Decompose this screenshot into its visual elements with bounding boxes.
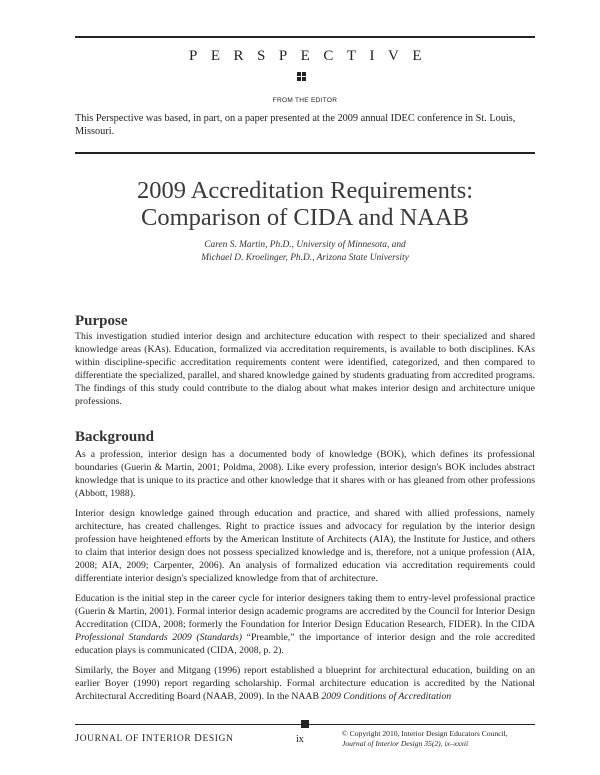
copyright-line-2: Journal of Interior Design 35(2), ix–xxxii <box>342 738 469 748</box>
article-title <box>75 177 535 231</box>
background-paragraph-1: As a profession, interior design has a documented body of knowledge (BOK), which defines its professional boundaries (Guerin & Martin, 2001; Poldma, 2008). Like every profession, interior design's BOK includes abstract knowledge that is unique to its practice and other knowledge that it shares with or has gleaned from other professions (Abbott, 1988). <box>75 449 535 499</box>
background-paragraph-3: Education is the initial step in the career cycle for interior designers taking them to entry-level professional practice (Guerin & Martin, 2001). Formal interior design academic programs are accredited by the Council for Interior Design Accreditation (CIDA, 2008; formerly the Foundation for Interior Design Education Research, FIDER). In the CIDA Professional Standards 2009 (Standards) “Preamble,” the importance of interior design and the role accredited education plays is communicated (CIDA, 2008, p. 2). <box>75 593 536 656</box>
page-number: ix <box>296 734 304 745</box>
header-rule <box>75 152 535 154</box>
quad-square-icon <box>297 72 306 81</box>
title-line-2: Comparison of CIDA and NAAB <box>140 204 469 231</box>
editor-note: This Perspective was based, in part, on a paper presented at the 2009 annual IDEC conference in St. Louis, Missouri. <box>75 113 516 137</box>
authors <box>75 239 535 265</box>
copyright-line-1: © Copyright 2010, Interior Design Educators Council, <box>342 729 508 738</box>
journal-name: JOURNAL OF INTERIOR DESIGN <box>75 733 234 744</box>
standards-title: Professional Standards 2009 (Standards) <box>75 631 243 643</box>
background-heading: Background <box>75 429 154 445</box>
purpose-paragraph: This investigation studied interior design and architecture education with respect to their specialized and shared knowledge areas (KAs). Education, formalized via accreditation requirements, is available to both disciplines. KAs within discipline-specific accreditation requirements content were identified, categorized, and then compared to differentiate the specialized, parallel, and shared knowledge gained by students graduating from accredited programs. The findings of this study could contribute to the dialog about what makes interior design and architecture unique professions. <box>75 331 535 407</box>
top-rule <box>75 36 535 38</box>
background-paragraph-4: Similarly, the Boyer and Mitgang (1996) report established a blueprint for architectural education, building on an earlier Boyer (1990) report regarding scholarship. Formal architecture education is accredited by the National Architectural Accrediting Board (NAAB, 2009). In the NAAB 2009 Conditions of Accreditation <box>75 665 535 702</box>
author-2: Michael D. Kroelinger, Ph.D., Arizona State University <box>201 253 409 263</box>
author-1: Caren S. Martin, Ph.D., University of Minnesota, and <box>204 240 406 250</box>
title-line-1: 2009 Accreditation Requirements: <box>136 177 474 204</box>
footer-square-icon <box>301 720 309 728</box>
purpose-heading: Purpose <box>75 313 128 329</box>
section-label: PERSPECTIVE <box>188 48 435 64</box>
purpose-section <box>75 312 535 408</box>
subsection-label: FROM THE EDITOR <box>272 97 338 104</box>
background-paragraph-2: Interior design knowledge gained through education and practice, and shared with allied professions, namely architecture, has created challenges. Right to practice issues and advocacy for regulation by the interior design profession have heightened efforts by the American Institute of Architects (AIA), the Institute for Justice, and others to claim that interior design does not possess specialized knowledge and is, therefore, not a unique profession (AIA, 2008; AIA, 2009; Carpenter, 2006). An analysis of formalized education via accreditation requirements could differentiate interior design's specialized knowledge from that of architecture. <box>75 508 535 584</box>
background-section <box>75 428 535 704</box>
copyright <box>342 729 508 748</box>
conditions-title: 2009 Conditions of Accreditation <box>321 690 452 702</box>
